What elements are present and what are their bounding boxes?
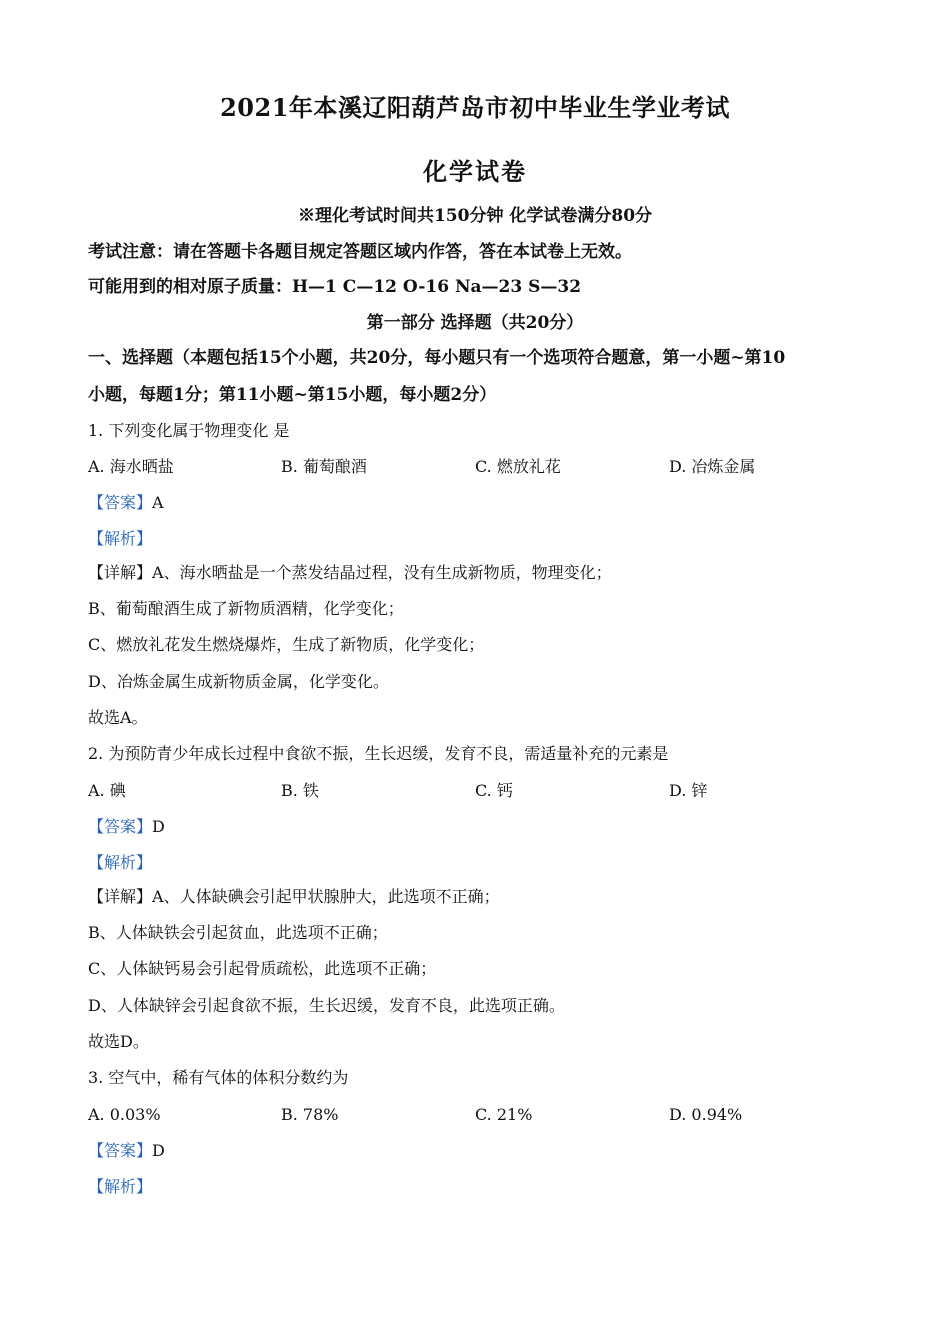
section-heading-line-2: 小题，每题1分；第11小题~第15小题，每小题2分） [88, 385, 497, 405]
question-3-option-c: C. 21% [475, 1105, 533, 1124]
question-3-option-a: A. 0.03% [88, 1105, 161, 1124]
question-1-option-b: B. 葡萄酿酒 [281, 457, 367, 476]
question-2-option-a: A. 碘 [88, 781, 126, 800]
question-2-conclusion: 故选D。 [88, 1032, 149, 1051]
answer-value: A [152, 493, 164, 512]
question-1-stem: 1. 下列变化属于物理变化 是 [88, 421, 290, 440]
question-1-option-c: C. 燃放礼花 [475, 457, 561, 476]
question-3-stem: 3. 空气中，稀有气体的体积分数约为 [88, 1068, 349, 1087]
detail-tag: 【详解】 [88, 887, 153, 906]
question-2-option-b: B. 铁 [281, 781, 319, 800]
detail-tag: 【详解】 [88, 563, 153, 582]
question-2-option-c: C. 钙 [475, 781, 513, 800]
question-2-stem: 2. 为预防青少年成长过程中食欲不振，生长迟缓，发育不良，需适量补充的元素是 [88, 744, 669, 763]
question-1-option-d: D. 冶炼金属 [669, 457, 756, 476]
part-title: 第一部分 选择题（共20分） [366, 313, 584, 333]
question-2-option-d: D. 锌 [669, 781, 708, 800]
question-1-detail-4: D、冶炼金属生成新物质金属，化学变化。 [88, 672, 389, 691]
detail-text: A、人体缺碘会引起甲状腺肿大，此选项不正确； [152, 887, 500, 906]
exam-subtitle: 化学试卷 [423, 157, 527, 186]
question-1-analysis-tag: 【解析】 [88, 529, 153, 548]
answer-tag: 【答案】 [88, 817, 153, 836]
question-1-conclusion: 故选A。 [88, 708, 148, 727]
question-1-detail-2: B、葡萄酿酒生成了新物质酒精，化学变化； [88, 599, 404, 618]
answer-value: D [152, 817, 165, 836]
detail-text: A、海水晒盐是一个蒸发结晶过程，没有生成新物质，物理变化； [152, 563, 612, 582]
question-2-detail-3: C、人体缺钙易会引起骨质疏松，此选项不正确； [88, 959, 437, 978]
atomic-mass-line: 可能用到的相对原子质量：H—1 C—12 O-16 Na—23 S—32 [88, 277, 582, 297]
question-1-answer [88, 492, 164, 514]
question-3-option-d: D. 0.94% [669, 1105, 743, 1124]
answer-value: D [152, 1141, 165, 1160]
question-3-analysis-tag: 【解析】 [88, 1177, 153, 1196]
answer-tag: 【答案】 [88, 1141, 153, 1160]
question-3-answer [88, 1140, 165, 1162]
question-2-detail-2: B、人体缺铁会引起贫血，此选项不正确； [88, 923, 388, 942]
question-2-answer [88, 816, 165, 838]
question-2-detail-4: D、人体缺锌会引起食欲不振，生长迟缓，发育不良，此选项正确。 [88, 996, 565, 1015]
exam-notice: 考试注意：请在答题卡各题目规定答题区域内作答，答在本试卷上无效。 [88, 242, 632, 262]
question-1-detail-3: C、燃放礼花发生燃烧爆炸，生成了新物质，化学变化； [88, 635, 485, 654]
question-1-detail-1 [88, 562, 612, 584]
question-2-analysis-tag: 【解析】 [88, 853, 153, 872]
question-3-option-b: B. 78% [281, 1105, 339, 1124]
question-1-option-a: A. 海水晒盐 [88, 457, 174, 476]
question-2-detail-1 [88, 886, 500, 908]
time-note: ※理化考试时间共150分钟 化学试卷满分80分 [297, 206, 653, 226]
section-heading-line-1: 一、选择题（本题包括15个小题，共20分，每小题只有一个选项符合题意，第一小题~第10 [88, 348, 786, 368]
answer-tag: 【答案】 [88, 493, 153, 512]
exam-title: 2021年本溪辽阳葫芦岛市初中毕业生学业考试 [220, 93, 730, 122]
